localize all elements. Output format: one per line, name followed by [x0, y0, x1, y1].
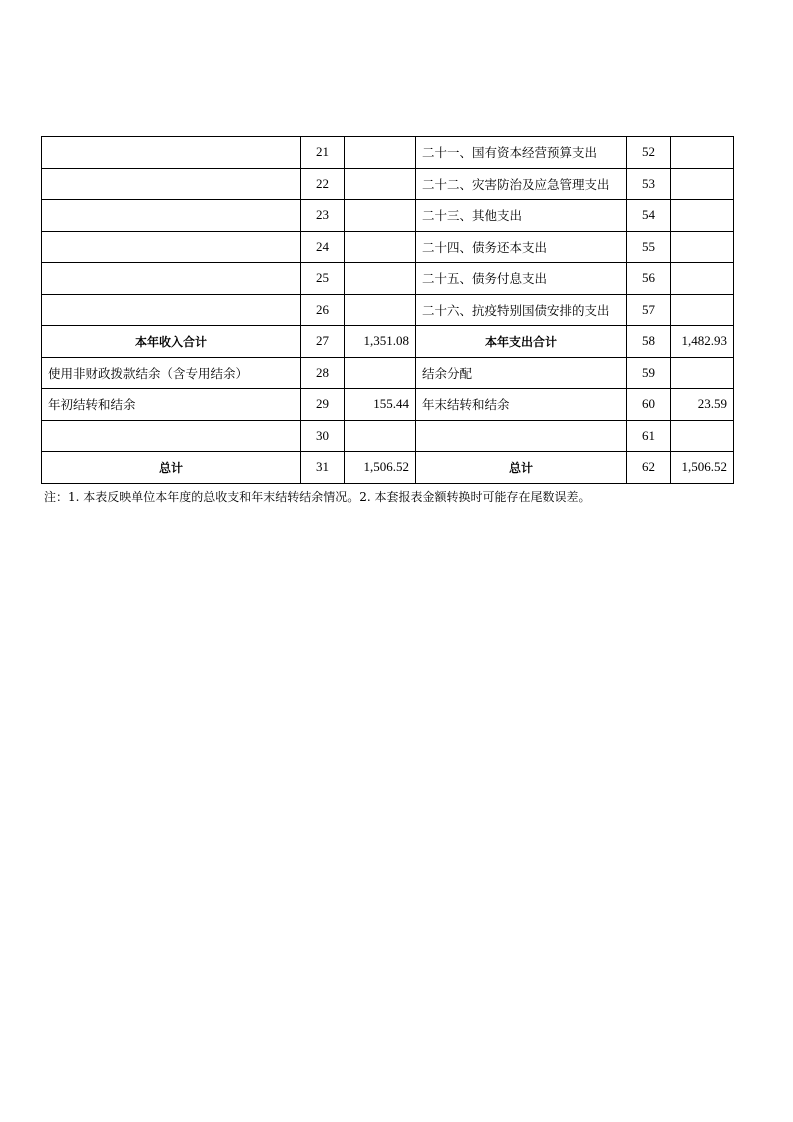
- income-amount: [345, 263, 416, 295]
- table-row: [42, 389, 734, 421]
- expense-grand-total-amount: 1,506.52: [671, 452, 734, 484]
- table-row-annual-total: [42, 326, 734, 358]
- income-line-number: 23: [301, 200, 345, 232]
- income-item-name: [42, 263, 301, 295]
- income-item-name: [42, 231, 301, 263]
- income-amount: [345, 294, 416, 326]
- income-amount: [345, 231, 416, 263]
- income-amount: [345, 168, 416, 200]
- income-line-number: 28: [301, 357, 345, 389]
- income-grand-total-label: 总计: [42, 452, 301, 484]
- expense-item-name: 二十六、抗疫特别国债安排的支出: [416, 294, 627, 326]
- expense-amount: [671, 420, 734, 452]
- expense-line-number: 62: [627, 452, 671, 484]
- expense-line-number: 53: [627, 168, 671, 200]
- expense-amount: [671, 168, 734, 200]
- table-row: [42, 294, 734, 326]
- table-row: [42, 200, 734, 232]
- expense-item-name: 二十一、国有资本经营预算支出: [416, 137, 627, 169]
- income-item-name: [42, 294, 301, 326]
- expense-amount: [671, 294, 734, 326]
- expense-amount: [671, 200, 734, 232]
- income-line-number: 25: [301, 263, 345, 295]
- income-item-name: 使用非财政拨款结余（含专用结余）: [42, 357, 301, 389]
- table-row: [42, 168, 734, 200]
- expense-line-number: 55: [627, 231, 671, 263]
- expense-item-name: 结余分配: [416, 357, 627, 389]
- expense-amount: [671, 137, 734, 169]
- income-line-number: 31: [301, 452, 345, 484]
- expense-line-number: 61: [627, 420, 671, 452]
- income-line-number: 22: [301, 168, 345, 200]
- expense-line-number: 54: [627, 200, 671, 232]
- expense-item-name: [416, 420, 627, 452]
- income-line-number: 30: [301, 420, 345, 452]
- table-row: [42, 231, 734, 263]
- expense-item-name: 年末结转和结余: [416, 389, 627, 421]
- expense-item-name: 二十三、其他支出: [416, 200, 627, 232]
- expense-line-number: 58: [627, 326, 671, 358]
- table-row: [42, 263, 734, 295]
- income-line-number: 27: [301, 326, 345, 358]
- income-item-name: [42, 200, 301, 232]
- income-amount: 155.44: [345, 389, 416, 421]
- table-footnote: 注：1. 本表反映单位本年度的总收支和年末结转结余情况。2. 本套报表金额转换时可能存在尾数误差。: [44, 490, 591, 504]
- income-grand-total-amount: 1,506.52: [345, 452, 416, 484]
- income-line-number: 29: [301, 389, 345, 421]
- income-item-name: [42, 137, 301, 169]
- income-item-name: [42, 420, 301, 452]
- income-amount: [345, 200, 416, 232]
- expense-line-number: 59: [627, 357, 671, 389]
- expense-line-number: 60: [627, 389, 671, 421]
- table-row-grand-total: [42, 452, 734, 484]
- income-amount: [345, 420, 416, 452]
- income-amount: [345, 137, 416, 169]
- expense-amount: 23.59: [671, 389, 734, 421]
- income-amount: [345, 357, 416, 389]
- income-item-name: 年初结转和结余: [42, 389, 301, 421]
- income-expense-table: [41, 136, 734, 484]
- expense-grand-total-label: 总计: [416, 452, 627, 484]
- expense-amount: [671, 231, 734, 263]
- expense-line-number: 57: [627, 294, 671, 326]
- income-item-name: [42, 168, 301, 200]
- expense-amount: [671, 357, 734, 389]
- expense-amount: [671, 263, 734, 295]
- income-total-amount: 1,351.08: [345, 326, 416, 358]
- expense-item-name: 二十二、灾害防治及应急管理支出: [416, 168, 627, 200]
- expense-total-label: 本年支出合计: [416, 326, 627, 358]
- income-line-number: 26: [301, 294, 345, 326]
- table-row: [42, 357, 734, 389]
- expense-line-number: 52: [627, 137, 671, 169]
- income-line-number: 24: [301, 231, 345, 263]
- income-line-number: 21: [301, 137, 345, 169]
- expense-item-name: 二十五、债务付息支出: [416, 263, 627, 295]
- table-row: [42, 420, 734, 452]
- expense-total-amount: 1,482.93: [671, 326, 734, 358]
- income-total-label: 本年收入合计: [42, 326, 301, 358]
- expense-item-name: 二十四、债务还本支出: [416, 231, 627, 263]
- expense-line-number: 56: [627, 263, 671, 295]
- table-row: [42, 137, 734, 169]
- table-body: [42, 137, 734, 484]
